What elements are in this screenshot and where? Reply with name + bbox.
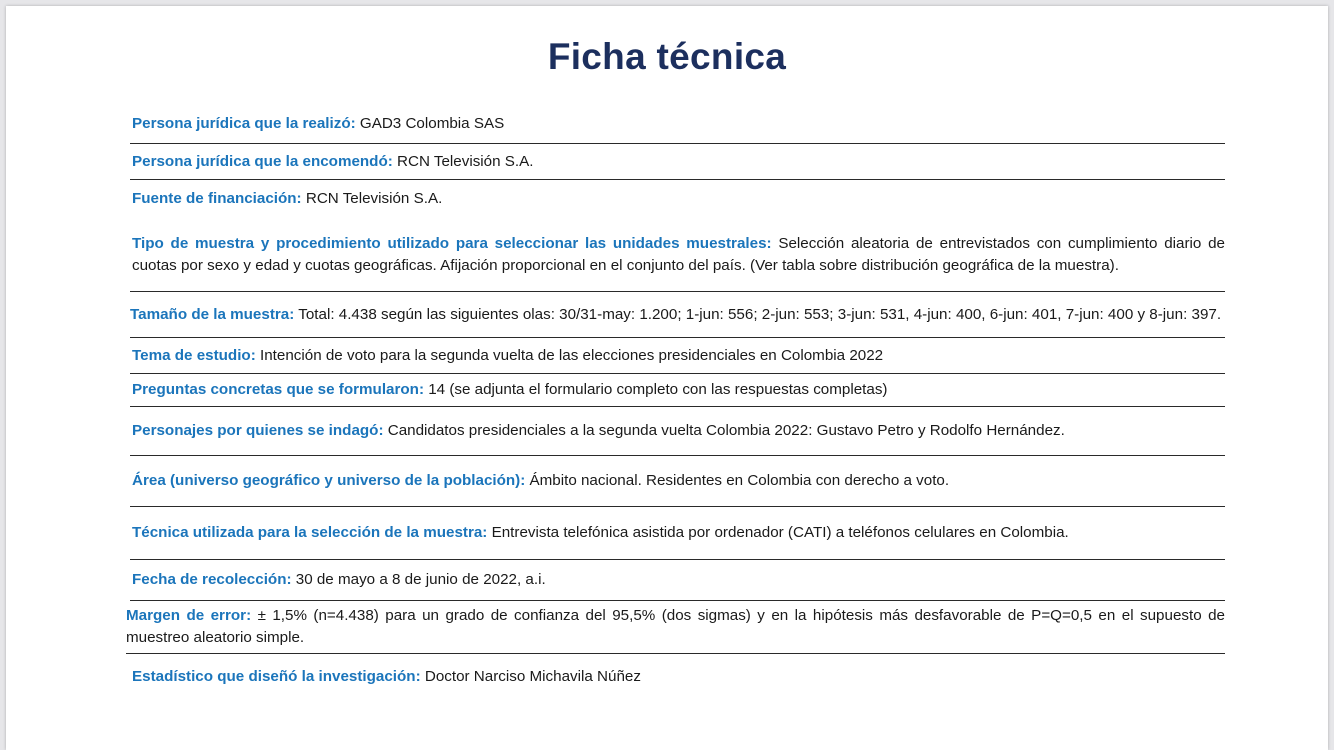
page-title: Ficha técnica [547, 36, 787, 77]
row-value: Entrevista telefónica asistida por ordenador (CATI) a teléfonos celulares en Colombia. [487, 524, 1069, 541]
row-label: Área (universo geográfico y universo de la población): [132, 472, 526, 489]
row-label: Estadístico que diseñó la investigación: [132, 668, 421, 685]
row-area [130, 456, 1225, 507]
row-executor [130, 104, 1225, 144]
row-label: Personajes por quienes se indagó: [132, 422, 384, 439]
row-topic [130, 338, 1225, 374]
row-value: RCN Televisión S.A. [301, 190, 443, 207]
row-label: Fecha de recolección: [132, 571, 292, 588]
row-value: Selección aleatoria de entrevistados con cumplimiento diario de cuotas por sexo y edad y cuotas geográficas. Afijación proporcional en el conjunto del país. (Ver tabla sobre distribución geográfica de la muestra). [132, 234, 1225, 274]
row-collection-date [130, 560, 1225, 601]
row-sample-type [130, 218, 1225, 292]
row-label: Tipo de muestra y procedimiento utilizado para seleccionar las unidades muestrales: [132, 234, 772, 252]
document-page [6, 6, 1328, 750]
row-value: Ámbito nacional. Residentes en Colombia con derecho a voto. [525, 472, 950, 489]
row-value: Doctor Narciso Michavila Núñez [420, 668, 641, 685]
row-value: Candidatos presidenciales a la segunda vuelta Colombia 2022: Gustavo Petro y Rodolfo Hernández. [383, 422, 1065, 439]
row-label: Persona jurídica que la encomendó: [132, 152, 393, 170]
row-value: 30 de mayo a 8 de junio de 2022, a.i. [291, 571, 546, 588]
row-candidates [130, 407, 1225, 456]
row-label: Técnica utilizada para la selección de la muestra: [132, 524, 488, 541]
row-value: 14 (se adjunta el formulario completo con las respuestas completas) [424, 381, 888, 398]
row-value: Total: 4.438 según las siguientes olas: 30/31-may: 1.200; 1-jun: 556; 2-jun: 553; 3-jun: 531, 4-jun: 400, 6-jun: 401, 7-jun: 400 y 8-jun: 397. [294, 305, 1222, 323]
row-label: Preguntas concretas que se formularon: [132, 381, 425, 398]
row-label: Tema de estudio: [132, 346, 256, 364]
row-technique [130, 507, 1225, 560]
row-commissioner [130, 144, 1225, 180]
row-questions [130, 374, 1225, 407]
row-value: GAD3 Colombia SAS [355, 114, 505, 132]
row-statistician [130, 654, 1225, 700]
row-value: RCN Televisión S.A. [392, 152, 534, 170]
row-label: Tamaño de la muestra: [130, 305, 295, 323]
row-value: Intención de voto para la segunda vuelta de las elecciones presidenciales en Colombia 2022 [255, 346, 884, 364]
row-margin-error [126, 601, 1225, 654]
row-label: Fuente de financiación: [132, 190, 302, 207]
row-label: Persona jurídica que la realizó: [132, 114, 356, 132]
row-value: ± 1,5% (n=4.438) para un grado de confianza del 95,5% (dos sigmas) y en la hipótesis más desfavorable de P=Q=0,5 en el supuesto de muestreo aleatorio simple. [126, 607, 1225, 646]
row-funding [130, 180, 1225, 218]
row-label: Margen de error: [126, 607, 252, 624]
row-sample-size [130, 292, 1225, 338]
